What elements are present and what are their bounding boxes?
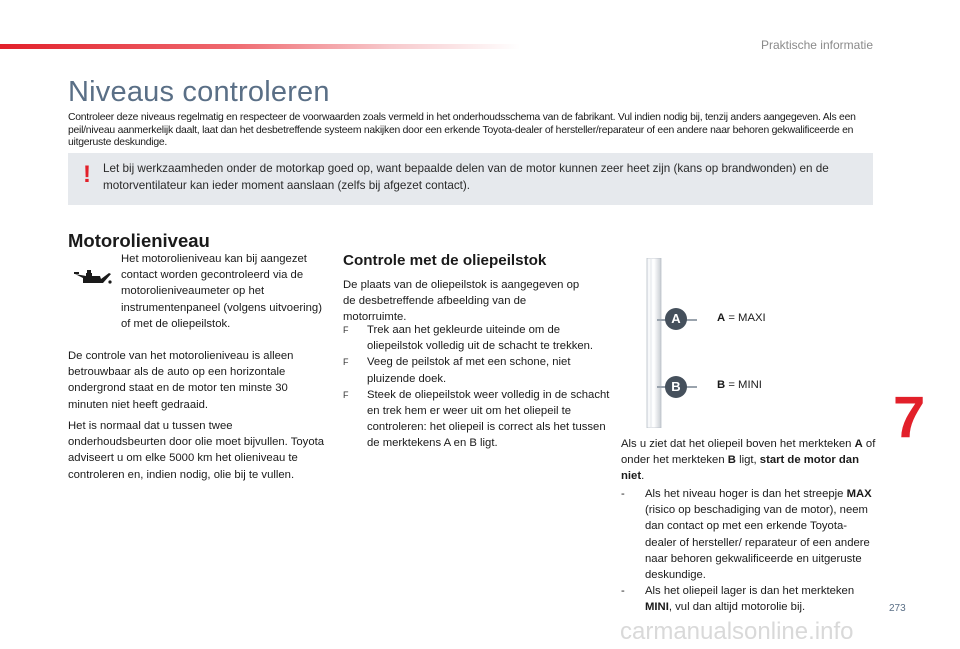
result-item-text: Als het oliepeil lager is dan het merkteken: [645, 585, 855, 598]
bullet-icon: F: [343, 325, 349, 335]
warning-box: [68, 153, 873, 205]
result-list: [621, 486, 876, 616]
result-text: Als u ziet dat het oliepeil boven het merkteken: [621, 438, 855, 450]
result-text: of onder het merkteken: [621, 438, 876, 467]
motorolie-icon-text: Het motorolieniveau kan bij aangezet contact worden gecontroleerd via de motorolieniveaumeter op het instrumentenpaneel (volgens uitvoering) of met de oliepeilstok.: [121, 253, 322, 330]
result-item-emphasis: MINI: [645, 601, 669, 614]
header-accent-bar: [0, 44, 520, 49]
warning-text: Let bij werkzaamheden onder de motorkap goed op, want bepaalde delen van de motor kunnen zeer heet zijn (kans op brandwonden) en de motorventilateur kan ieder moment aanslaan (zelfs bij afgezet contact).: [103, 162, 829, 192]
step-item: [343, 387, 613, 452]
result-item-text: Als het niveau hoger is dan het streepje: [645, 488, 847, 500]
marker-a-text: = MAXI: [728, 312, 766, 324]
result-marker-b: B: [727, 454, 736, 467]
dipstick-illustration: [645, 258, 665, 428]
result-item-emphasis: MAX: [846, 488, 872, 500]
warning-icon: !: [83, 161, 91, 188]
marker-b-text: = MINI: [728, 379, 762, 391]
step-text: Veeg de peilstok af met een schone, niet pluizende doek.: [367, 356, 571, 385]
page-number: 273: [889, 603, 906, 614]
motorolie-para-1: De controle van het motorolieniveau is alleen betrouwbaar als de auto op een horizontale ondergrond staat en de motor ten minste 30 minuten niet heeft gedraaid.: [68, 350, 294, 411]
oil-can-icon: [72, 266, 112, 288]
oliepeilstok-steps: [343, 322, 613, 452]
result-item: [621, 583, 876, 615]
bullet-icon: F: [343, 389, 349, 400]
result-emphasis: start de motor dan niet: [621, 454, 859, 483]
step-item: [343, 322, 613, 354]
result-text: .: [641, 470, 645, 483]
page-title: Niveaus controleren: [68, 76, 330, 108]
section-label: Praktische informatie: [760, 38, 873, 52]
result-text: ligt,: [735, 454, 760, 467]
step-text: Steek de oliepeilstok weer volledig in de schacht en trek hem er weer uit om het oliepeil te controleren: het oliepeil is correct als het tussen de merktekens A en B ligt.: [367, 388, 610, 450]
step-text: Trek aan het gekleurde uiteinde om de oliepeilstok volledig uit de schacht te trekken.: [367, 324, 594, 353]
motorolie-heading: Motorolieniveau: [68, 230, 210, 251]
result-item: [621, 486, 876, 583]
watermark: carmanualsonline.info: [620, 618, 854, 645]
result-paragraph: [621, 436, 876, 485]
oliepeilstok-intro: De plaats van de oliepeilstok is aangegeven op de desbetreffende afbeelding van de motorruimte.: [343, 279, 580, 324]
result-item-text: (risico op beschadiging van de motor), neem dan contact op met een erkende Toyota-dealer of hersteller/ reparateur of een andere naar behoren gekwalificeerde en uitgeruste deskundige.: [645, 504, 870, 582]
marker-a-letter: A: [717, 312, 726, 324]
result-marker-a: A: [854, 438, 863, 450]
marker-a-badge: A: [665, 308, 687, 330]
chapter-number: 7: [893, 385, 926, 450]
motorolie-para-2: Het is normaal dat u tussen twee onderhoudsbeurten door olie moet bijvullen. Toyota adviseert u om elke 5000 km het olieniveau te controleren en, indien nodig, olie bij te vullen.: [68, 420, 325, 481]
oliepeilstok-heading: Controle met de oliepeilstok: [343, 252, 547, 269]
marker-b-label: [717, 379, 762, 391]
bullet-icon: F: [343, 357, 349, 368]
result-item-text: , vul dan altijd motorolie bij.: [668, 601, 806, 614]
step-item: [343, 354, 613, 386]
intro-paragraph: Controleer deze niveaus regelmatig en respecteer de voorwaarden zoals vermeld in het onderhoudsschema van de fabrikant. Vul indien nodig bij, tenzij anders aangegeven. Als een peil/niveau aanmerkelijk daalt, laat dan het desbetreffende systeem nakijken door een erkende Toyota-dealer of hersteller/reparateur of een andere naar behoren gekwalificeerde en uitgeruste deskundige.: [68, 112, 856, 148]
dash-marker: -: [621, 585, 625, 598]
dash-marker: -: [621, 488, 625, 500]
marker-b-badge: B: [665, 376, 687, 398]
marker-a-label: [717, 312, 766, 324]
marker-b-letter: B: [717, 379, 726, 391]
